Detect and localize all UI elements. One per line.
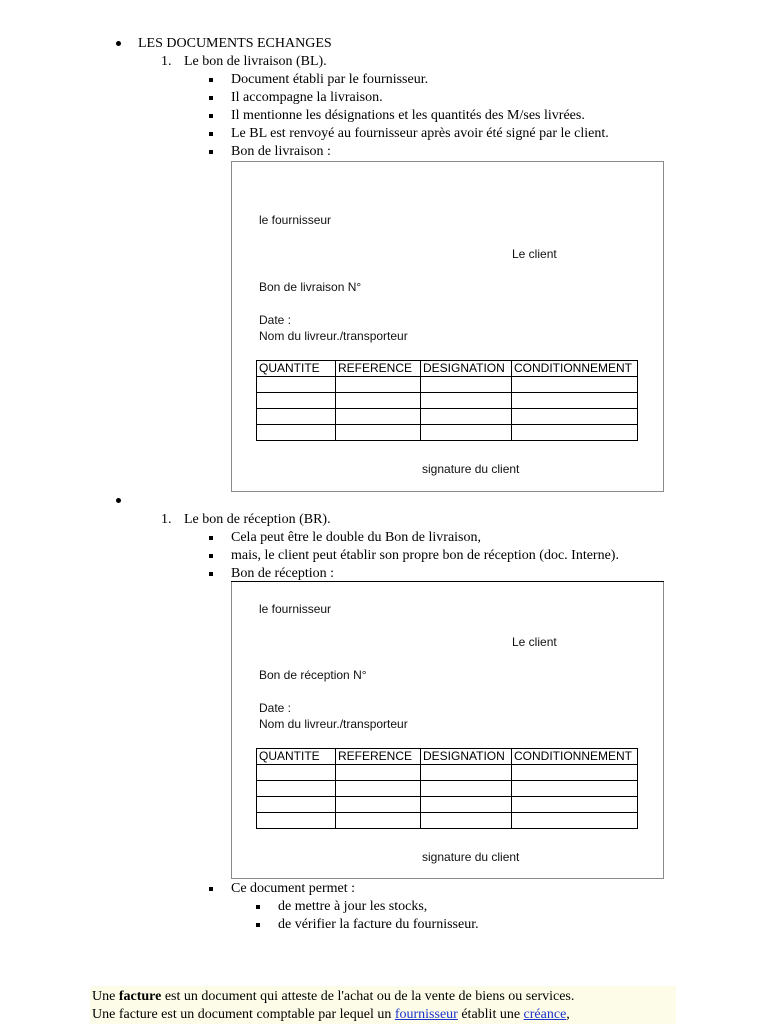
bullet-icon (116, 41, 121, 46)
reception-items-table (256, 748, 638, 829)
list-number: 1. (161, 512, 172, 527)
square-bullet-icon (209, 572, 213, 576)
square-bullet-icon (209, 150, 213, 154)
facture-term: facture (118, 989, 162, 1004)
table-cell (512, 781, 638, 797)
table-cell (512, 393, 638, 409)
column-header: CONDITIONNEMENT (512, 749, 638, 765)
br-heading: Le bon de réception (BR). (184, 512, 331, 527)
section-title: LES DOCUMENTS ECHANGES (138, 36, 332, 51)
table-cell (336, 409, 421, 425)
table-row (257, 409, 638, 425)
table-cell (336, 781, 421, 797)
table-row (257, 813, 638, 829)
text-run: Une (92, 989, 119, 1004)
column-header: QUANTITE (257, 749, 336, 765)
list-item: de vérifier la facture du fournisseur. (278, 917, 479, 932)
table-row (257, 393, 638, 409)
table-cell (257, 377, 336, 393)
table-cell (336, 393, 421, 409)
table-cell (512, 765, 638, 781)
form-supplier-label: le fournisseur (259, 602, 332, 616)
form-carrier-label: Nom du livreur./transporteur (259, 329, 408, 343)
table-cell (336, 813, 421, 829)
square-bullet-icon (256, 923, 260, 927)
form-client-label: Le client (512, 635, 557, 649)
form-number-label: Bon de réception N° (259, 668, 367, 682)
table-cell (257, 765, 336, 781)
facture-line-1 (92, 988, 574, 1006)
table-cell (421, 393, 512, 409)
table-cell (512, 409, 638, 425)
square-bullet-icon (209, 554, 213, 558)
table-cell (421, 797, 512, 813)
table-cell (257, 409, 336, 425)
bullet-icon (116, 498, 121, 503)
list-number: 1. (161, 54, 172, 69)
list-item: Document établi par le fournisseur. (231, 72, 429, 87)
list-item: mais, le client peut établir son propre bon de réception (doc. Interne). (231, 548, 619, 563)
square-bullet-icon (209, 536, 213, 540)
square-bullet-icon (209, 887, 213, 891)
text-run: Une facture est un document comptable par lequel un (92, 1007, 395, 1022)
list-item: Le BL est renvoyé au fournisseur après avoir été signé par le client. (231, 126, 609, 141)
form-signature-label: signature du client (422, 462, 520, 476)
fournisseur-link[interactable]: fournisseur (394, 1007, 458, 1022)
table-row (257, 425, 638, 441)
facture-line-2 (92, 1006, 570, 1024)
form-carrier-label: Nom du livreur./transporteur (259, 717, 408, 731)
table-cell (336, 765, 421, 781)
table-cell (421, 781, 512, 797)
list-item: Il mentionne les désignations et les quantités des M/ses livrées. (231, 108, 585, 123)
table-cell (257, 393, 336, 409)
table-cell (512, 377, 638, 393)
table-row (257, 781, 638, 797)
list-item: de mettre à jour les stocks, (278, 899, 428, 914)
bl-heading: Le bon de livraison (BL). (184, 54, 327, 69)
table-cell (336, 377, 421, 393)
form-signature-label: signature du client (422, 850, 520, 864)
form-date-label: Date : (259, 313, 292, 327)
table-cell (257, 781, 336, 797)
column-header: DESIGNATION (421, 361, 512, 377)
table-row (257, 765, 638, 781)
square-bullet-icon (256, 905, 260, 909)
table-cell (512, 425, 638, 441)
square-bullet-icon (209, 132, 213, 136)
table-cell (512, 813, 638, 829)
table-row (257, 797, 638, 813)
list-item: Il accompagne la livraison. (231, 90, 383, 105)
column-header: DESIGNATION (421, 749, 512, 765)
list-item: Bon de livraison : (231, 144, 331, 159)
column-header: QUANTITE (257, 361, 336, 377)
table-cell (512, 797, 638, 813)
table-cell (257, 813, 336, 829)
table-cell (336, 797, 421, 813)
table-cell (421, 377, 512, 393)
form-number-label: Bon de livraison N° (259, 280, 362, 294)
list-item: Cela peut être le double du Bon de livraison, (231, 530, 481, 545)
text-run: , (566, 1007, 570, 1022)
square-bullet-icon (209, 78, 213, 82)
form-date-label: Date : (259, 701, 292, 715)
table-cell (421, 813, 512, 829)
table-cell (421, 765, 512, 781)
table-header-row (257, 749, 638, 765)
delivery-items-table (256, 360, 638, 441)
column-header: REFERENCE (336, 361, 421, 377)
table-cell (421, 409, 512, 425)
square-bullet-icon (209, 96, 213, 100)
creance-link[interactable]: créance (523, 1007, 567, 1022)
text-run: établit une (457, 1007, 524, 1022)
square-bullet-icon (209, 114, 213, 118)
table-cell (257, 425, 336, 441)
table-cell (421, 425, 512, 441)
column-header: CONDITIONNEMENT (512, 361, 638, 377)
permit-label: Ce document permet : (231, 881, 356, 896)
column-header: REFERENCE (336, 749, 421, 765)
text-run: est un document qui atteste de l'achat ou de la vente de biens ou services. (161, 989, 575, 1004)
table-row (257, 377, 638, 393)
form-client-label: Le client (512, 247, 557, 261)
table-header-row (257, 361, 638, 377)
form-supplier-label: le fournisseur (259, 213, 332, 227)
list-item: Bon de réception : (231, 566, 335, 581)
table-cell (336, 425, 421, 441)
table-cell (257, 797, 336, 813)
